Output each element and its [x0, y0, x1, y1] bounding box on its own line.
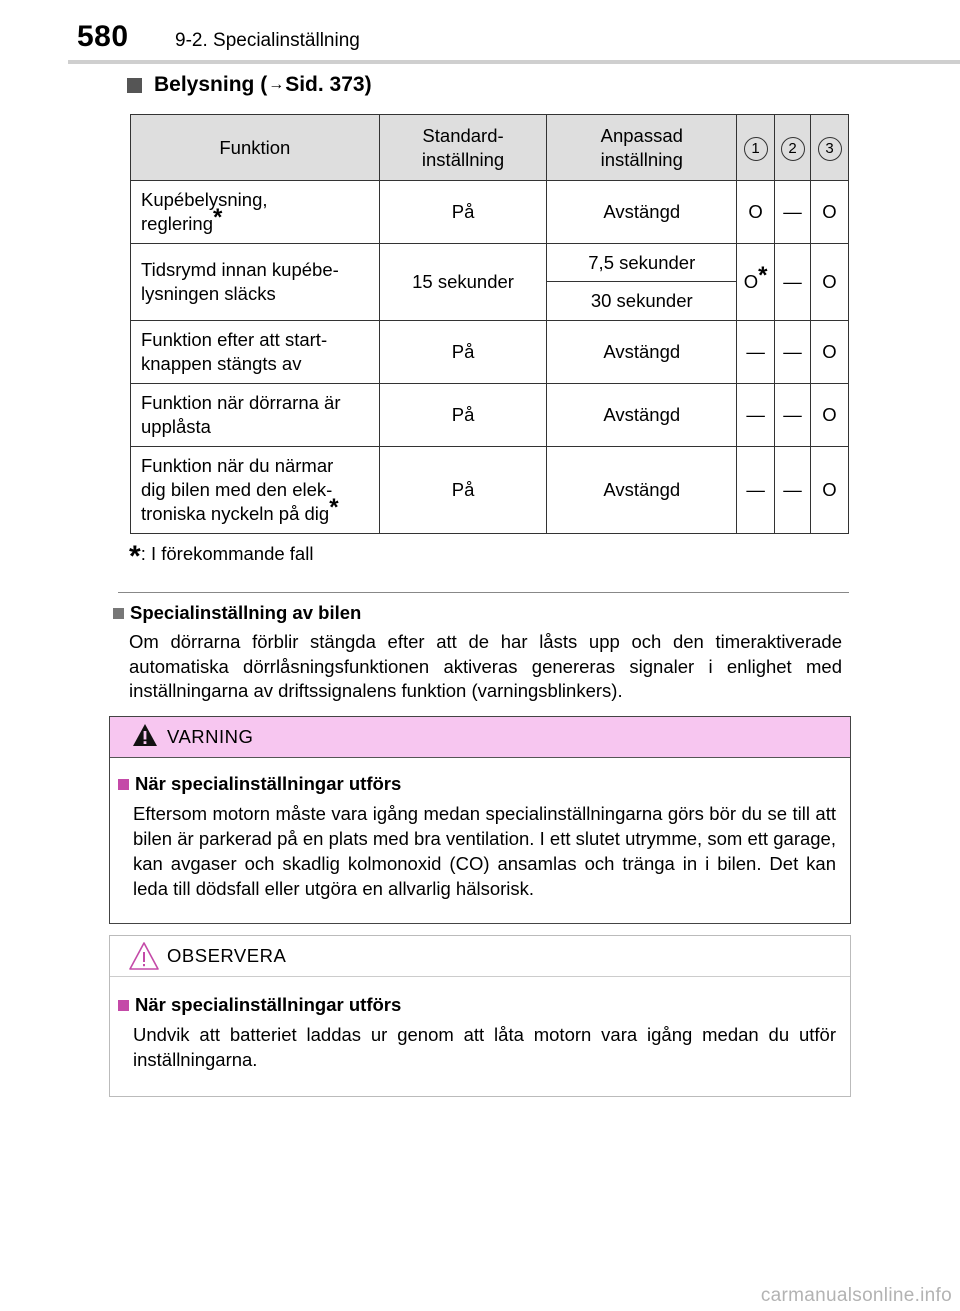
row-anpassad: Avstängd: [547, 447, 737, 534]
row-c2: —: [775, 244, 811, 321]
notice-subheading-text: När specialinställningar utförs: [135, 994, 402, 1015]
caution-triangle-icon: [128, 941, 160, 971]
table-row: [131, 244, 849, 282]
section-divider: [118, 592, 849, 593]
footnote-star: *: [213, 203, 223, 231]
belysning-heading: [127, 73, 372, 97]
row-c2: —: [775, 181, 811, 244]
row-funktion: [131, 447, 380, 534]
header-col-3: [811, 115, 849, 181]
warning-body: Eftersom motorn måste vara igång medan specialinställningarna görs bör du se till att bilen är parkerad på en plats med bra ventilation. I ett slutet utrymme, som ett garage, kan avgaser och skadlig kolmonoxid (CO) ansamlas och tränga in i bilen. Det kan leda till dödsfall eller utgöra en allvarlig hälsorisk.: [133, 803, 836, 899]
footnote-star: *: [129, 540, 141, 573]
row-anpassad: Avstängd: [547, 181, 737, 244]
header-anpassad: Anpassad inställning: [547, 115, 737, 181]
row-c1: [737, 244, 775, 321]
header-divider: [68, 60, 960, 64]
row-c1-text: O: [743, 271, 759, 292]
section-title: 9-2. Specialinställning: [175, 30, 360, 51]
notice-header: [110, 936, 850, 977]
notice-title: OBSERVERA: [167, 945, 287, 966]
square-bullet-icon: [127, 78, 142, 93]
row-c3: O: [811, 384, 849, 447]
row-c2: —: [775, 321, 811, 384]
warning-triangle-icon: [132, 723, 158, 747]
row-c1: —: [737, 321, 775, 384]
row-standard: 15 sekunder: [379, 244, 547, 321]
warning-header: [110, 717, 850, 758]
row-standard: På: [379, 321, 547, 384]
row-standard: På: [379, 447, 547, 534]
belysning-heading-prefix: Belysning (: [154, 73, 268, 96]
table-row: [131, 181, 849, 244]
square-bullet-icon: [113, 608, 124, 619]
row-c3: O: [811, 244, 849, 321]
header-col-1: [737, 115, 775, 181]
page-number: 580: [77, 20, 129, 53]
footnote-text: : I förekommande fall: [140, 543, 314, 564]
lighting-settings-table: [130, 114, 849, 534]
table-footnote: [129, 540, 313, 574]
row-anpassad: Avstängd: [547, 321, 737, 384]
row-standard: På: [379, 181, 547, 244]
belysning-page-ref[interactable]: Sid. 373): [285, 73, 372, 96]
row-funktion: [131, 181, 380, 244]
row-anpassad: Avstängd: [547, 384, 737, 447]
header-standard: Standard- inställning: [379, 115, 547, 181]
warning-subheading-text: När specialinställningar utförs: [135, 773, 402, 794]
row-funktion-text: Kupébelysning, reglering: [141, 189, 268, 234]
row-c1: —: [737, 447, 775, 534]
row-funktion: Funktion när dörrarna är upplåsta: [131, 384, 380, 447]
row-anpassad-option-a: 7,5 sekunder: [547, 244, 737, 282]
row-c3: O: [811, 447, 849, 534]
special-heading-text: Specialinställning av bilen: [130, 602, 362, 623]
row-c1: O: [737, 181, 775, 244]
row-c2: —: [775, 447, 811, 534]
row-c2: —: [775, 384, 811, 447]
row-c3: O: [811, 321, 849, 384]
circled-number-3: 3: [818, 137, 842, 161]
warning-title: VARNING: [167, 726, 254, 747]
row-funktion-text: Funktion när du närmar dig bilen med den elek- troniska nyckeln på dig: [141, 455, 334, 524]
watermark: carmanualsonline.info: [760, 1285, 952, 1306]
square-bullet-icon: [118, 779, 129, 790]
notice-box: [109, 935, 851, 1097]
row-c1: —: [737, 384, 775, 447]
row-anpassad-option-b: 30 sekunder: [547, 282, 737, 321]
special-body: Om dörrarna förblir stängda efter att de har låsts upp och den timeraktiverade automatiska dörrlåsningsfunktionen aktiveras genereras signaler i enlighet med inställningarna av driftssignalens funktion (varningsblinkers).: [129, 631, 842, 701]
row-funktion: Tidsrymd innan kupébe- lysningen släcks: [131, 244, 380, 321]
circled-number-1: 1: [744, 137, 768, 161]
table-row: [131, 321, 849, 384]
row-funktion: Funktion efter att start- knappen stängts av: [131, 321, 380, 384]
header-col-2: [775, 115, 811, 181]
notice-subheading: [118, 994, 401, 1016]
footnote-star: *: [329, 493, 339, 521]
special-heading: [113, 602, 361, 624]
notice-body: Undvik att batteriet laddas ur genom att låta motorn vara igång medan du utför inställningarna.: [133, 1024, 836, 1070]
table-header-row: [131, 115, 849, 181]
arrow-right-icon: →: [268, 76, 285, 93]
footnote-star: *: [758, 261, 768, 289]
warning-box: [109, 716, 851, 924]
row-standard: På: [379, 384, 547, 447]
table-row: [131, 384, 849, 447]
square-bullet-icon: [118, 1000, 129, 1011]
table-row: [131, 447, 849, 534]
header-funktion: Funktion: [131, 115, 380, 181]
circled-number-2: 2: [781, 137, 805, 161]
warning-subheading: [118, 773, 401, 795]
row-c3: O: [811, 181, 849, 244]
